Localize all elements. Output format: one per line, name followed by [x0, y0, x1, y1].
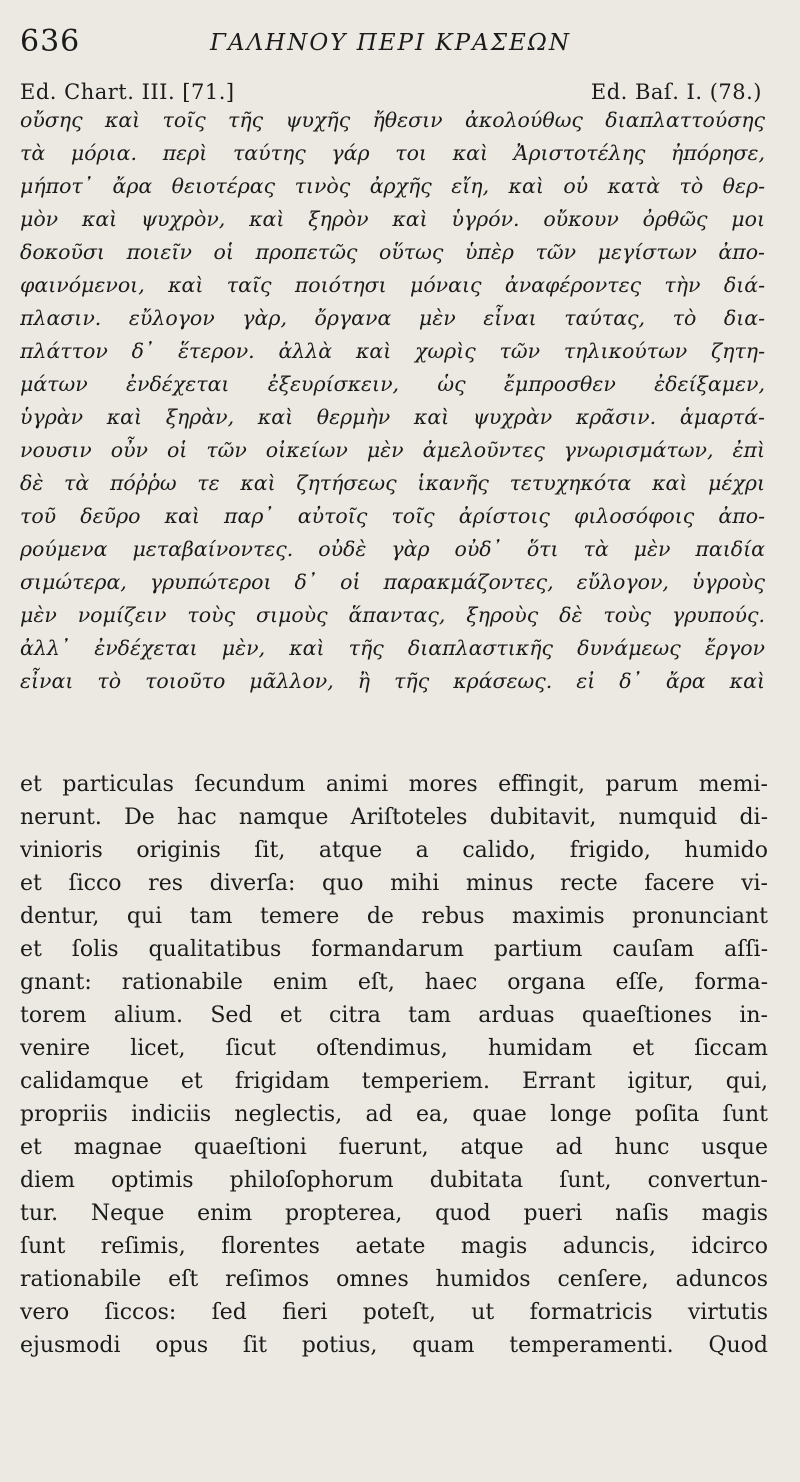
latin-line: propriis indiciis neglectis, ad ea, quae longe poſita ſunt — [20, 1102, 768, 1127]
edition-reference-left: Ed. Chart. III. [71.] — [20, 80, 235, 104]
greek-line: τοῦ δεῦρο καὶ παρ᾽ αὐτοῖς τοῖς ἀρίστοις φιλοσόφοις ἀπο- — [20, 504, 765, 528]
latin-line: nerunt. De hac namque Ariſtoteles dubitavit, numquid di- — [20, 805, 768, 830]
latin-line: rationabile eſt reſimos omnes humidos cenſere, aduncos — [20, 1267, 768, 1292]
latin-line: ejusmodi opus ſit potius, quam temperamenti. Quod — [20, 1333, 768, 1358]
greek-line: μὸν καὶ ψυχρὸν, καὶ ξηρὸν καὶ ὑγρόν. οὔκουν ὀρθῶς μοι — [20, 207, 765, 231]
running-title: ΓΑΛΗΝΟΥ ΠΕΡΙ ΚΡΑΣΕΩΝ — [210, 30, 571, 56]
greek-text-block — [20, 104, 765, 698]
page-number: 636 — [20, 24, 81, 59]
latin-line: torem alium. Sed et citra tam arduas quaeſtiones in- — [20, 1003, 768, 1028]
latin-line: vero ſiccos: ſed fieri poteſt, ut formatricis virtutis — [20, 1300, 768, 1325]
greek-line: ὑγρὰν καὶ ξηρὰν, καὶ θερμὴν καὶ ψυχρὰν κρᾶσιν. ἁμαρτά- — [20, 405, 765, 429]
latin-line: et particulas ſecundum animi mores effingit, parum memi- — [20, 772, 768, 797]
edition-reference-right: Ed. Baſ. I. (78.) — [590, 80, 762, 104]
latin-line: et ſolis qualitatibus formandarum partium cauſam aſſi- — [20, 937, 768, 962]
latin-line: vinioris originis ſit, atque a calido, frigido, humido — [20, 838, 768, 863]
latin-line: venire licet, ſicut oſtendimus, humidam et ſiccam — [20, 1036, 768, 1061]
greek-line: ρούμενα μεταβαίνοντες. οὐδὲ γὰρ οὐδ᾽ ὅτι τὰ μὲν παιδία — [20, 537, 765, 561]
greek-line: δὲ τὰ πόῤῥω τε καὶ ζητήσεως ἱκανῆς τετυχηκότα καὶ μέχρι — [20, 471, 765, 495]
greek-line: δοκοῦσι ποιεῖν οἱ προπετῶς οὕτως ὑπὲρ τῶν μεγίστων ἀπο- — [20, 240, 765, 264]
greek-line: φαινόμενοι, καὶ ταῖς ποιότησι μόναις ἀναφέροντες τὴν διά- — [20, 273, 765, 297]
latin-line: dentur, qui tam temere de rebus maximis pronunciant — [20, 904, 768, 929]
latin-line: tur. Neque enim propterea, quod pueri naſis magis — [20, 1201, 768, 1226]
greek-line: εἶναι τὸ τοιοῦτο μᾶλλον, ἢ τῆς κράσεως. εἰ δ᾽ ἄρα καὶ — [20, 669, 765, 693]
greek-line: μὲν νομίζειν τοὺς σιμοὺς ἅπαντας, ξηροὺς δὲ τοὺς γρυπούς. — [20, 603, 765, 627]
greek-line: μήποτ᾽ ἄρα θειοτέρας τινὸς ἀρχῆς εἴη, καὶ οὐ κατὰ τὸ θερ- — [20, 174, 765, 198]
latin-text-block — [20, 768, 768, 1362]
greek-line: πλάττον δ᾽ ἕτερον. ἀλλὰ καὶ χωρὶς τῶν τηλικούτων ζητη- — [20, 339, 765, 363]
latin-line: gnant: rationabile enim eſt, haec organa eſſe, forma- — [20, 970, 768, 995]
greek-line: ἀλλ᾽ ἐνδέχεται μὲν, καὶ τῆς διαπλαστικῆς δυνάμεως ἔργον — [20, 636, 765, 660]
greek-line: μάτων ἐνδέχεται ἐξευρίσκειν, ὡς ἔμπροσθεν ἐδείξαμεν, — [20, 372, 765, 396]
latin-line: diem optimis philoſophorum dubitata ſunt, convertun- — [20, 1168, 768, 1193]
greek-line: πλασιν. εὔλογον γὰρ, ὄργανα μὲν εἶναι ταύτας, τὸ δια- — [20, 306, 765, 330]
latin-line: ſunt reſimis, florentes aetate magis aduncis, idcirco — [20, 1234, 768, 1259]
greek-line: σιμώτερα, γρυπώτεροι δ᾽ οἱ παρακμάζοντες, εὔλογον, ὑγροὺς — [20, 570, 765, 594]
greek-line: οὔσης καὶ τοῖς τῆς ψυχῆς ἤθεσιν ἀκολούθως διαπλαττούσης — [20, 108, 765, 132]
latin-line: et magnae quaeſtioni fuerunt, atque ad hunc usque — [20, 1135, 768, 1160]
latin-line: et ſicco res diverſa: quo mihi minus recte facere vi- — [20, 871, 768, 896]
greek-line: τὰ μόρια. περὶ ταύτης γάρ τοι καὶ Ἀριστοτέλης ἠπόρησε, — [20, 141, 765, 165]
latin-line: calidamque et frigidam temperiem. Errant igitur, qui, — [20, 1069, 768, 1094]
greek-line: νουσιν οὖν οἱ τῶν οἰκείων μὲν ἀμελοῦντες γνωρισμάτων, ἐπὶ — [20, 438, 765, 462]
